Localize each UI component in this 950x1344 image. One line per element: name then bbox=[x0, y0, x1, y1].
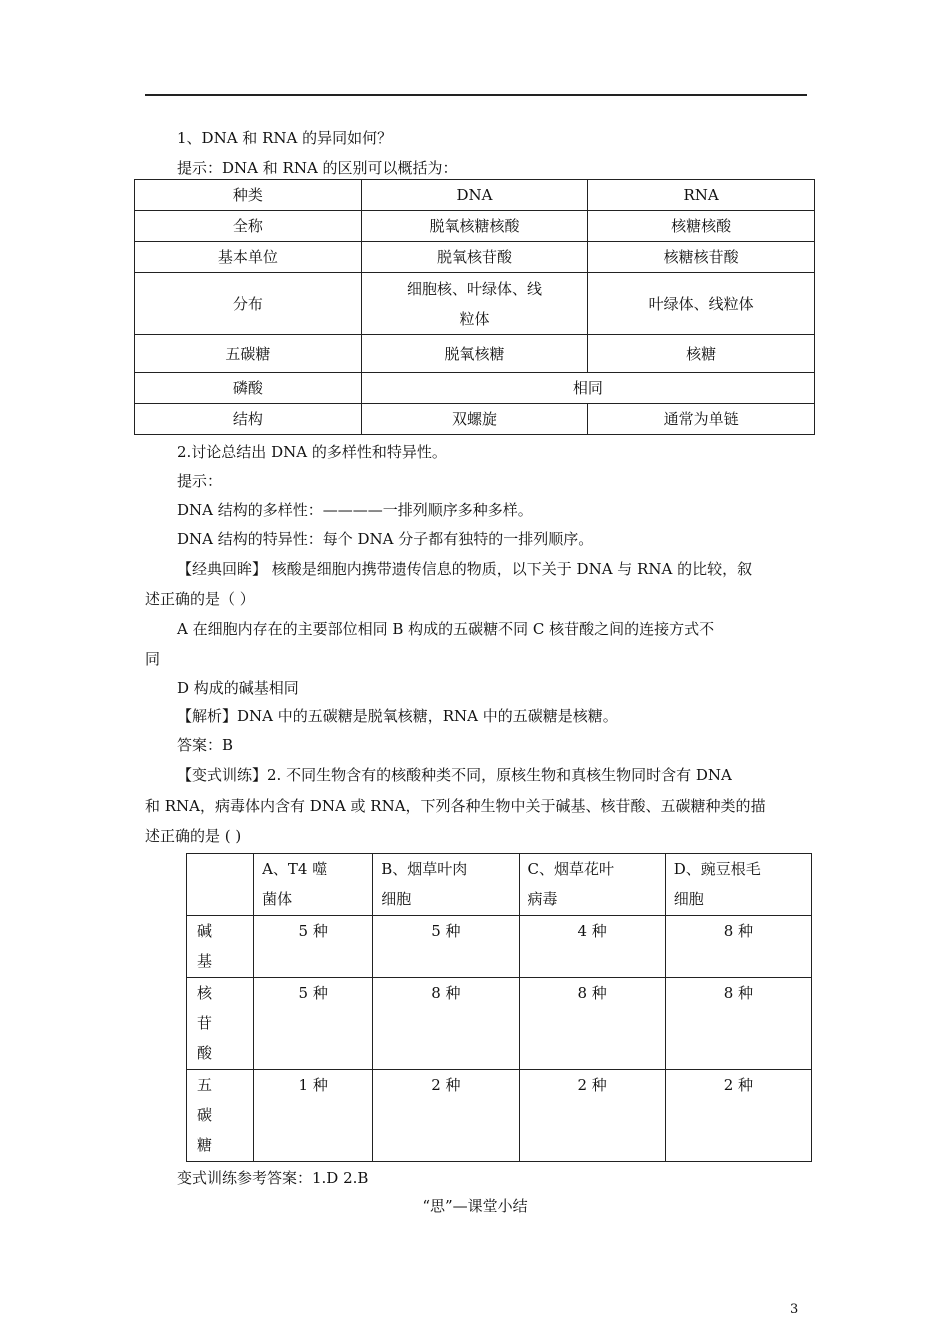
diversity-text: DNA 结构的多样性：————一排列顺序多种多样。 bbox=[177, 501, 533, 519]
header-cell bbox=[254, 854, 373, 916]
cell-line: 糖 bbox=[197, 1136, 213, 1154]
table-cell: 8 种 bbox=[665, 978, 811, 1070]
table-row bbox=[135, 373, 815, 404]
table-row bbox=[135, 404, 815, 435]
variant-line-3: 述正确的是 ( ) bbox=[145, 827, 242, 845]
table-cell: 基本单位 bbox=[135, 242, 362, 273]
cell-line: 基 bbox=[197, 952, 213, 970]
table-cell bbox=[361, 273, 588, 335]
table-cell: 通常为单链 bbox=[588, 404, 815, 435]
table-cell: 5 种 bbox=[254, 978, 373, 1070]
table-row bbox=[135, 242, 815, 273]
cell-line: 五 bbox=[197, 1076, 213, 1094]
page-number: 3 bbox=[790, 1302, 799, 1317]
table-cell: 2 种 bbox=[519, 1070, 665, 1162]
options-line-2: 同 bbox=[145, 650, 161, 668]
header-cell: RNA bbox=[588, 180, 815, 211]
header-cell: 种类 bbox=[135, 180, 362, 211]
table-row bbox=[135, 335, 815, 373]
variant-line-1: 【变式训练】2. 不同生物含有的核酸种类不同，原核生物和真核生物同时含有 DNA bbox=[177, 766, 732, 784]
table-cell: 4 种 bbox=[519, 916, 665, 978]
table-cell: 叶绿体、线粒体 bbox=[588, 273, 815, 335]
table-cell: 8 种 bbox=[665, 916, 811, 978]
cell-line: 酸 bbox=[197, 1044, 213, 1062]
table-cell: 核糖核苷酸 bbox=[588, 242, 815, 273]
table-row bbox=[187, 978, 812, 1070]
variant-line-2: 和 RNA，病毒体内含有 DNA 或 RNA，下列各种生物中关于碱基、核苷酸、五碳糖种类的描 bbox=[145, 797, 766, 815]
cell-line: 菌体 bbox=[262, 890, 293, 908]
header-rule bbox=[145, 94, 807, 96]
specificity-text: DNA 结构的特异性：每个 DNA 分子都有独特的一排列顺序。 bbox=[177, 530, 594, 548]
table-cell: 核糖 bbox=[588, 335, 815, 373]
table-cell: 8 种 bbox=[519, 978, 665, 1070]
header-cell bbox=[519, 854, 665, 916]
table-cell: 结构 bbox=[135, 404, 362, 435]
table-cell: 磷酸 bbox=[135, 373, 362, 404]
cell-line: 细胞 bbox=[673, 890, 704, 908]
question-1: 1、DNA 和 RNA 的异同如何？ bbox=[177, 129, 393, 147]
table-cell: 2 种 bbox=[373, 1070, 519, 1162]
table-cell: 全称 bbox=[135, 211, 362, 242]
table-cell: 分布 bbox=[135, 273, 362, 335]
cell-line: B、烟草叶肉 bbox=[381, 860, 468, 878]
table-cell: 脱氧核糖核酸 bbox=[361, 211, 588, 242]
cell-line: 病毒 bbox=[527, 890, 558, 908]
cell-line: 细胞 bbox=[381, 890, 412, 908]
question-2: 2.讨论总结出 DNA 的多样性和特异性。 bbox=[177, 443, 447, 461]
options-line-1: A 在细胞内存在的主要部位相同 B 构成的五碳糖不同 C 核苷酸之间的连接方式不 bbox=[177, 620, 715, 638]
header-cell bbox=[665, 854, 811, 916]
option-d: D 构成的碱基相同 bbox=[177, 679, 299, 697]
cell-line: A、T4 噬 bbox=[262, 860, 328, 878]
variant-options-table bbox=[186, 853, 812, 1162]
table-cell: 8 种 bbox=[373, 978, 519, 1070]
table-cell: 脱氧核苷酸 bbox=[361, 242, 588, 273]
cell-line: 核 bbox=[197, 984, 213, 1002]
table-row bbox=[135, 273, 815, 335]
table-cell: 双螺旋 bbox=[361, 404, 588, 435]
table-cell: 脱氧核糖 bbox=[361, 335, 588, 373]
cell-line: 碱 bbox=[197, 922, 213, 940]
row-header-cell bbox=[187, 916, 254, 978]
row-header-cell bbox=[187, 1070, 254, 1162]
analysis-text: 【解析】DNA 中的五碳糖是脱氧核糖，RNA 中的五碳糖是核糖。 bbox=[177, 707, 618, 725]
table-cell: 核糖核酸 bbox=[588, 211, 815, 242]
cell-line: 粒体 bbox=[459, 309, 490, 328]
section-title: “思”—课堂小结 bbox=[422, 1197, 528, 1215]
table-row bbox=[187, 916, 812, 978]
header-cell bbox=[373, 854, 519, 916]
answer-text: 答案：B bbox=[177, 736, 234, 754]
table-row bbox=[187, 854, 812, 916]
classic-question-line-2: 述正确的是（ ） bbox=[145, 590, 255, 608]
table-row bbox=[135, 180, 815, 211]
dna-rna-comparison-table bbox=[134, 179, 815, 435]
classic-question-line-1: 【经典回眸】 核酸是细胞内携带遗传信息的物质，以下关于 DNA 与 RNA 的比较，叙 bbox=[177, 560, 753, 578]
table-cell: 2 种 bbox=[665, 1070, 811, 1162]
cell-line: D、豌豆根毛 bbox=[673, 860, 761, 878]
table-cell: 1 种 bbox=[254, 1070, 373, 1162]
row-header-cell bbox=[187, 978, 254, 1070]
cell-line: 碳 bbox=[197, 1106, 213, 1124]
empty-corner-cell bbox=[187, 854, 254, 916]
table-row bbox=[135, 211, 815, 242]
table-cell: 5 种 bbox=[254, 916, 373, 978]
cell-line: 苷 bbox=[197, 1014, 213, 1032]
variant-answers: 变式训练参考答案：1.D 2.B bbox=[177, 1169, 369, 1187]
header-cell: DNA bbox=[361, 180, 588, 211]
hint-2: 提示： bbox=[177, 472, 223, 490]
table-cell: 五碳糖 bbox=[135, 335, 362, 373]
table-cell-merged: 相同 bbox=[361, 373, 814, 404]
cell-line: C、烟草花叶 bbox=[527, 860, 614, 878]
hint-1: 提示：DNA 和 RNA 的区别可以概括为： bbox=[177, 159, 458, 177]
cell-line: 细胞核、叶绿体、线 bbox=[406, 279, 542, 298]
table-row bbox=[187, 1070, 812, 1162]
table-cell: 5 种 bbox=[373, 916, 519, 978]
